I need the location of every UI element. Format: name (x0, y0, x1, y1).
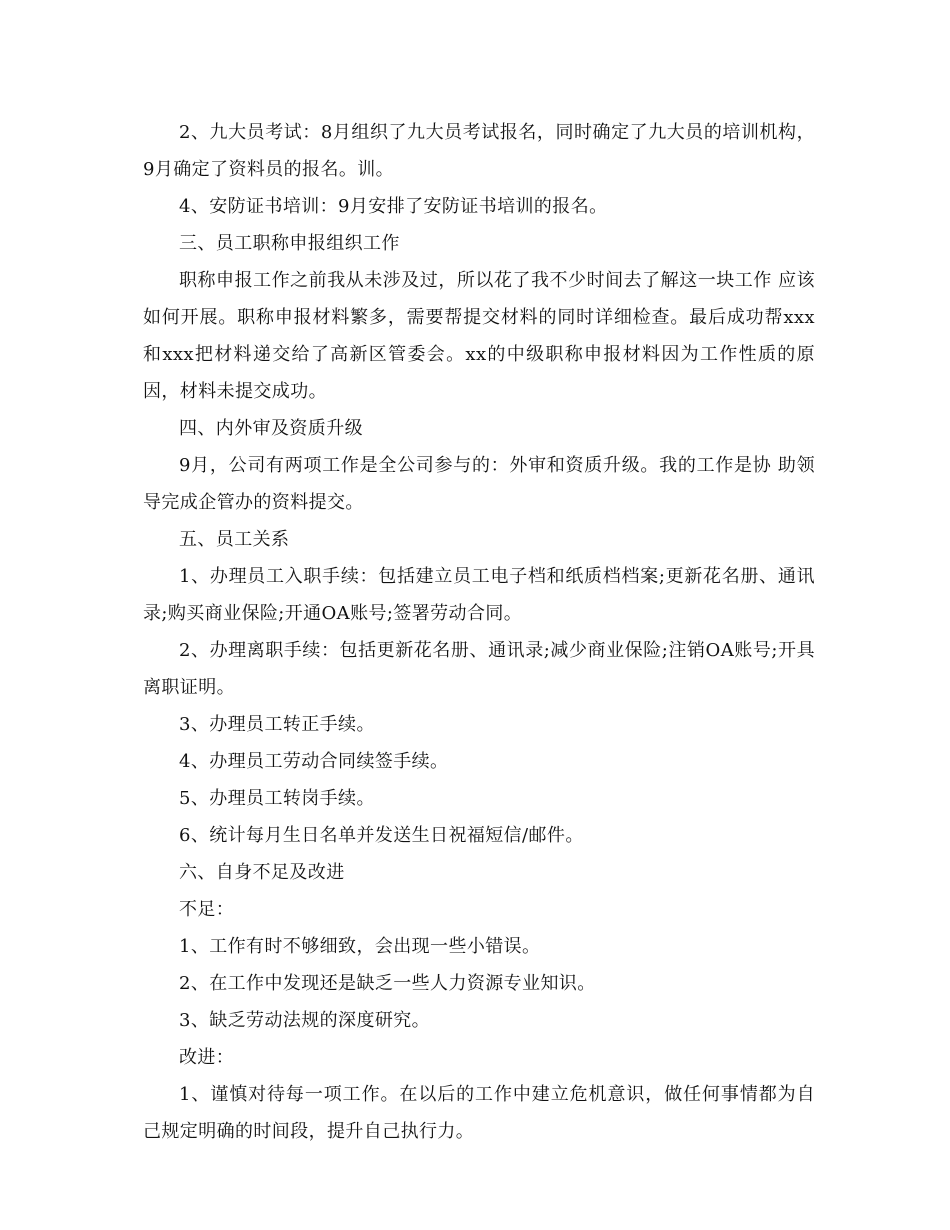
subheading-shortcomings: 不足： (179, 899, 235, 920)
document-body (143, 114, 815, 1150)
section-heading-title-application: 三、员工职称申报组织工作 (179, 233, 400, 254)
list-item-resignation: 2、办理离职手续：包括更新花名册、通讯录;减少商业保险;注销OA账号;开具离职证明。 (143, 640, 815, 698)
section-heading-employee-relations: 五、员工关系 (179, 529, 290, 550)
list-item-onboarding: 1、办理员工入职手续：包括建立员工电子档和纸质档档案;更新花名册、通讯录;购买商业保险;开通OA账号;签署劳动合同。 (143, 566, 815, 624)
paragraph-audit: 9月，公司有两项工作是全公司参与的：外审和资质升级。我的工作是协 助领导完成企管办的资料提交。 (143, 455, 815, 513)
section-heading-audit: 四、内外审及资质升级 (179, 418, 363, 439)
list-item-regularization: 3、办理员工转正手续。 (179, 714, 375, 735)
section-heading-improvement: 六、自身不足及改进 (179, 862, 345, 883)
list-item-birthday: 6、统计每月生日名单并发送生日祝福短信/邮件。 (179, 825, 584, 846)
list-item-shortcoming-3: 3、缺乏劳动法规的深度研究。 (179, 1010, 431, 1031)
list-item-shortcoming-2: 2、在工作中发现还是缺乏一些人力资源专业知识。 (179, 973, 596, 994)
list-item-transfer: 5、办理员工转岗手续。 (179, 788, 375, 809)
paragraph-exam-registration: 2、九大员考试：8月组织了九大员考试报名，同时确定了九大员的培训机构，9月确定了资料员的报名。训。 (143, 122, 815, 180)
list-item-contract-renewal: 4、办理员工劳动合同续签手续。 (179, 751, 449, 772)
paragraph-title-application: 职称申报工作之前我从未涉及过，所以花了我不少时间去了解这一块工作 应该如何开展。职称申报材料繁多，需要帮提交材料的同时详细检查。最后成功帮xxx和xxx把材料递交给了高新区管委会。xx的中级职称申报材料因为工作性质的原因，材料未提交成功。 (143, 270, 815, 402)
paragraph-security-training: 4、安防证书培训：9月安排了安防证书培训的报名。 (179, 196, 608, 217)
subheading-improvements: 改进： (179, 1047, 235, 1068)
list-item-improvement-1: 1、谨慎对待每一项工作。在以后的工作中建立危机意识，做任何事情都为自己规定明确的时间段，提升自己执行力。 (143, 1084, 815, 1142)
list-item-shortcoming-1: 1、工作有时不够细致，会出现一些小错误。 (179, 936, 541, 957)
